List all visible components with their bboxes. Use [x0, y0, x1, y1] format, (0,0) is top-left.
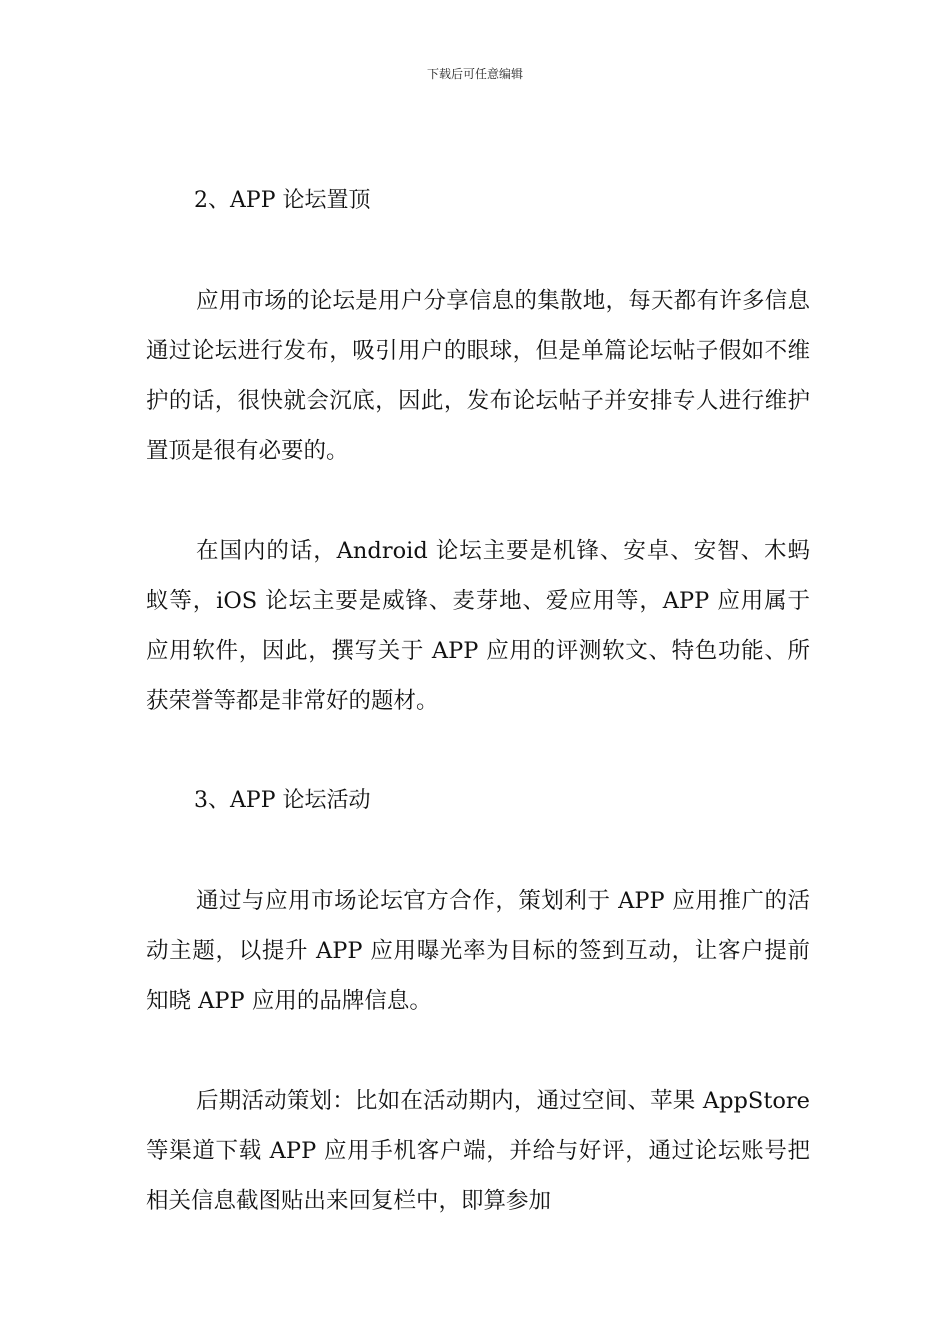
document-body [146, 176, 810, 1226]
paragraph-later-activity: 后期活动策划：比如在活动期内，通过空间、苹果 AppStore 等渠道下载 APP 应用手机客户端，并给与好评，通过论坛账号把相关信息截图贴出来回复栏中，即算参加 [146, 1088, 810, 1214]
paragraph-spacer [146, 226, 810, 276]
paragraph-spacer [146, 726, 810, 776]
paragraph-spacer [146, 476, 810, 526]
paragraph-forum-pin-intro: 应用市场的论坛是用户分享信息的集散地，每天都有许多信息通过论坛进行发布，吸引用户的眼球，但是单篇论坛帖子假如不维护的话，很快就会沉底，因此，发布论坛帖子并安排专人进行维护置顶是很有必要的。 [146, 288, 810, 464]
paragraph-forum-activity-intro: 通过与应用市场论坛官方合作，策划利于 APP 应用推广的活动主题，以提升 APP 应用曝光率为目标的签到互动，让客户提前知晓 APP 应用的品牌信息。 [146, 888, 810, 1014]
paragraph-spacer [146, 1026, 810, 1076]
paragraph-spacer [146, 826, 810, 876]
section-heading-forum-activity: 3、APP 论坛活动 [194, 788, 371, 813]
section-heading-forum-pin: 2、APP 论坛置顶 [194, 188, 371, 213]
page-header-note: 下载后可任意编辑 [426, 67, 523, 81]
paragraph-forum-list: 在国内的话，Android 论坛主要是机锋、安卓、安智、木蚂蚁等，iOS 论坛主要是威锋、麦芽地、爱应用等，APP 应用属于应用软件，因此，撰写关于 APP 应用的评测软文、特色功能、所获荣誉等都是非常好的题材。 [146, 538, 810, 714]
